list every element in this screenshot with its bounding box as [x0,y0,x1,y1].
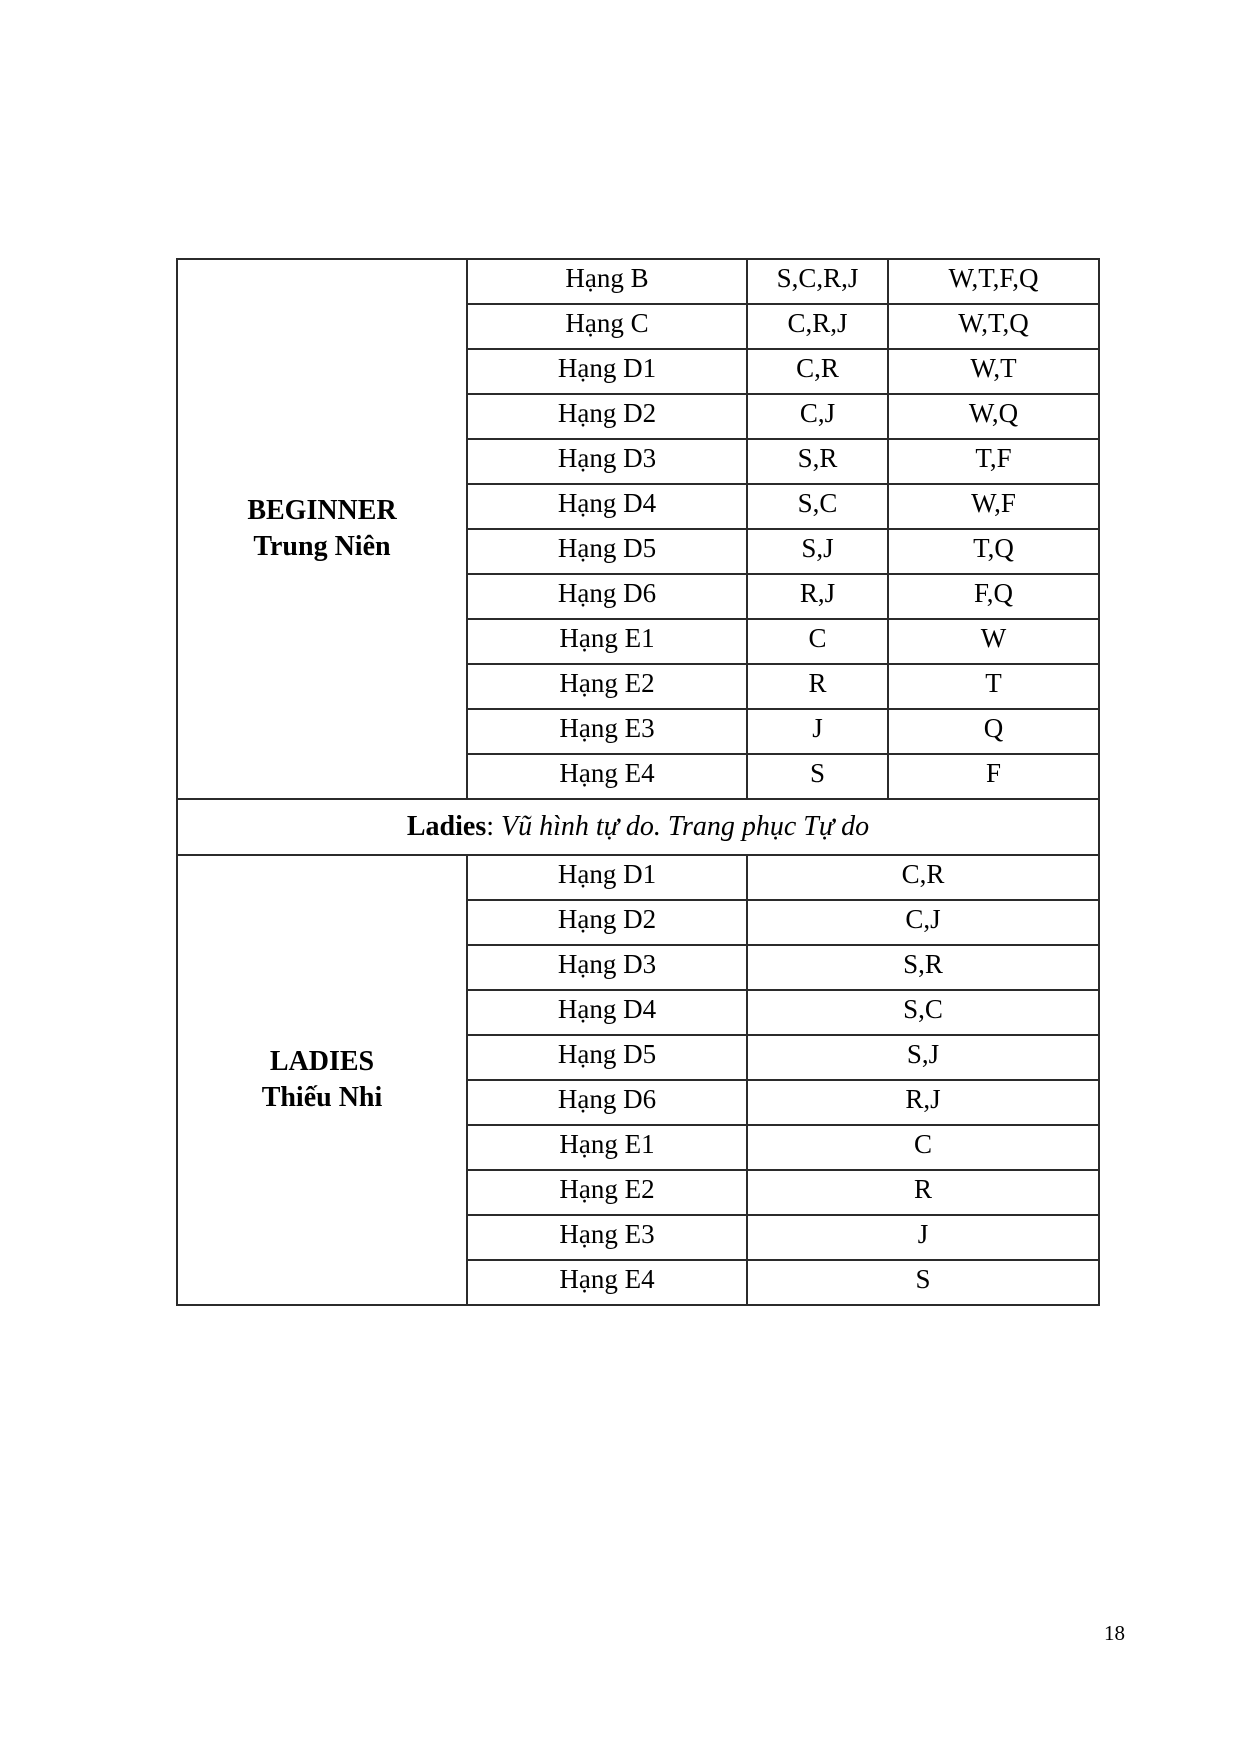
rank-cell: Hạng D2 [467,394,747,439]
rank-cell: Hạng D3 [467,945,747,990]
standard-dances-cell: T [888,664,1099,709]
standard-dances-cell: W,F [888,484,1099,529]
rank-cell: Hạng E2 [467,1170,747,1215]
standard-dances-cell: F [888,754,1099,799]
latin-dances-cell: S,J [747,529,888,574]
rank-cell: Hạng E3 [467,709,747,754]
latin-dances-cell: S,C [747,484,888,529]
standard-dances-cell: Q [888,709,1099,754]
banner-separator: : [486,811,501,842]
rank-cell: Hạng D4 [467,484,747,529]
rank-cell: Hạng C [467,304,747,349]
rank-cell: Hạng E3 [467,1215,747,1260]
group-subtitle: Thiếu Nhi [261,1082,383,1113]
group-beginner-trung-nien [177,259,467,799]
rank-cell: Hạng E4 [467,754,747,799]
rank-cell: Hạng D4 [467,990,747,1035]
standard-dances-cell: W [888,619,1099,664]
dances-cell: R [747,1170,1099,1215]
rank-cell: Hạng B [467,259,747,304]
latin-dances-cell: C,J [747,394,888,439]
rank-cell: Hạng D6 [467,1080,747,1125]
standard-dances-cell: F,Q [888,574,1099,619]
latin-dances-cell: C [747,619,888,664]
latin-dances-cell: J [747,709,888,754]
rank-cell: Hạng E1 [467,1125,747,1170]
rank-cell: Hạng D2 [467,900,747,945]
ladies-banner-row [177,799,1099,855]
dances-cell: R,J [747,1080,1099,1125]
rank-cell: Hạng D5 [467,529,747,574]
banner-label: Ladies [406,811,487,842]
latin-dances-cell: C,R [747,349,888,394]
standard-dances-cell: T,Q [888,529,1099,574]
latin-dances-cell: C,R,J [747,304,888,349]
dances-cell: S,R [747,945,1099,990]
dances-cell: S [747,1260,1099,1305]
rank-cell: Hạng E1 [467,619,747,664]
table-row [177,855,1099,900]
latin-dances-cell: R,J [747,574,888,619]
page-number: 18 [1104,1621,1125,1645]
table-row [177,259,1099,304]
rank-cell: Hạng E2 [467,664,747,709]
rank-cell: Hạng E4 [467,1260,747,1305]
standard-dances-cell: W,Q [888,394,1099,439]
ladies-banner [177,799,1099,855]
dances-cell: C,J [747,900,1099,945]
standard-dances-cell: T,F [888,439,1099,484]
dances-cell: S,J [747,1035,1099,1080]
dances-cell: C [747,1125,1099,1170]
standard-dances-cell: W,T [888,349,1099,394]
group-title: LADIES [269,1046,375,1077]
standard-dances-cell: W,T,Q [888,304,1099,349]
competition-table [176,258,1100,1306]
dances-cell: J [747,1215,1099,1260]
dances-cell: S,C [747,990,1099,1035]
latin-dances-cell: S,C,R,J [747,259,888,304]
banner-text: Vũ hình tự do. Trang phục Tự do [501,811,870,842]
rank-cell: Hạng D1 [467,855,747,900]
dances-cell: C,R [747,855,1099,900]
group-subtitle: Trung Niên [253,531,391,562]
latin-dances-cell: S,R [747,439,888,484]
group-title: BEGINNER [247,495,397,526]
rank-cell: Hạng D5 [467,1035,747,1080]
latin-dances-cell: S [747,754,888,799]
group-ladies-thieu-nhi [177,855,467,1305]
standard-dances-cell: W,T,F,Q [888,259,1099,304]
rank-cell: Hạng D3 [467,439,747,484]
rank-cell: Hạng D1 [467,349,747,394]
latin-dances-cell: R [747,664,888,709]
rank-cell: Hạng D6 [467,574,747,619]
competition-table-body [177,259,1099,1305]
